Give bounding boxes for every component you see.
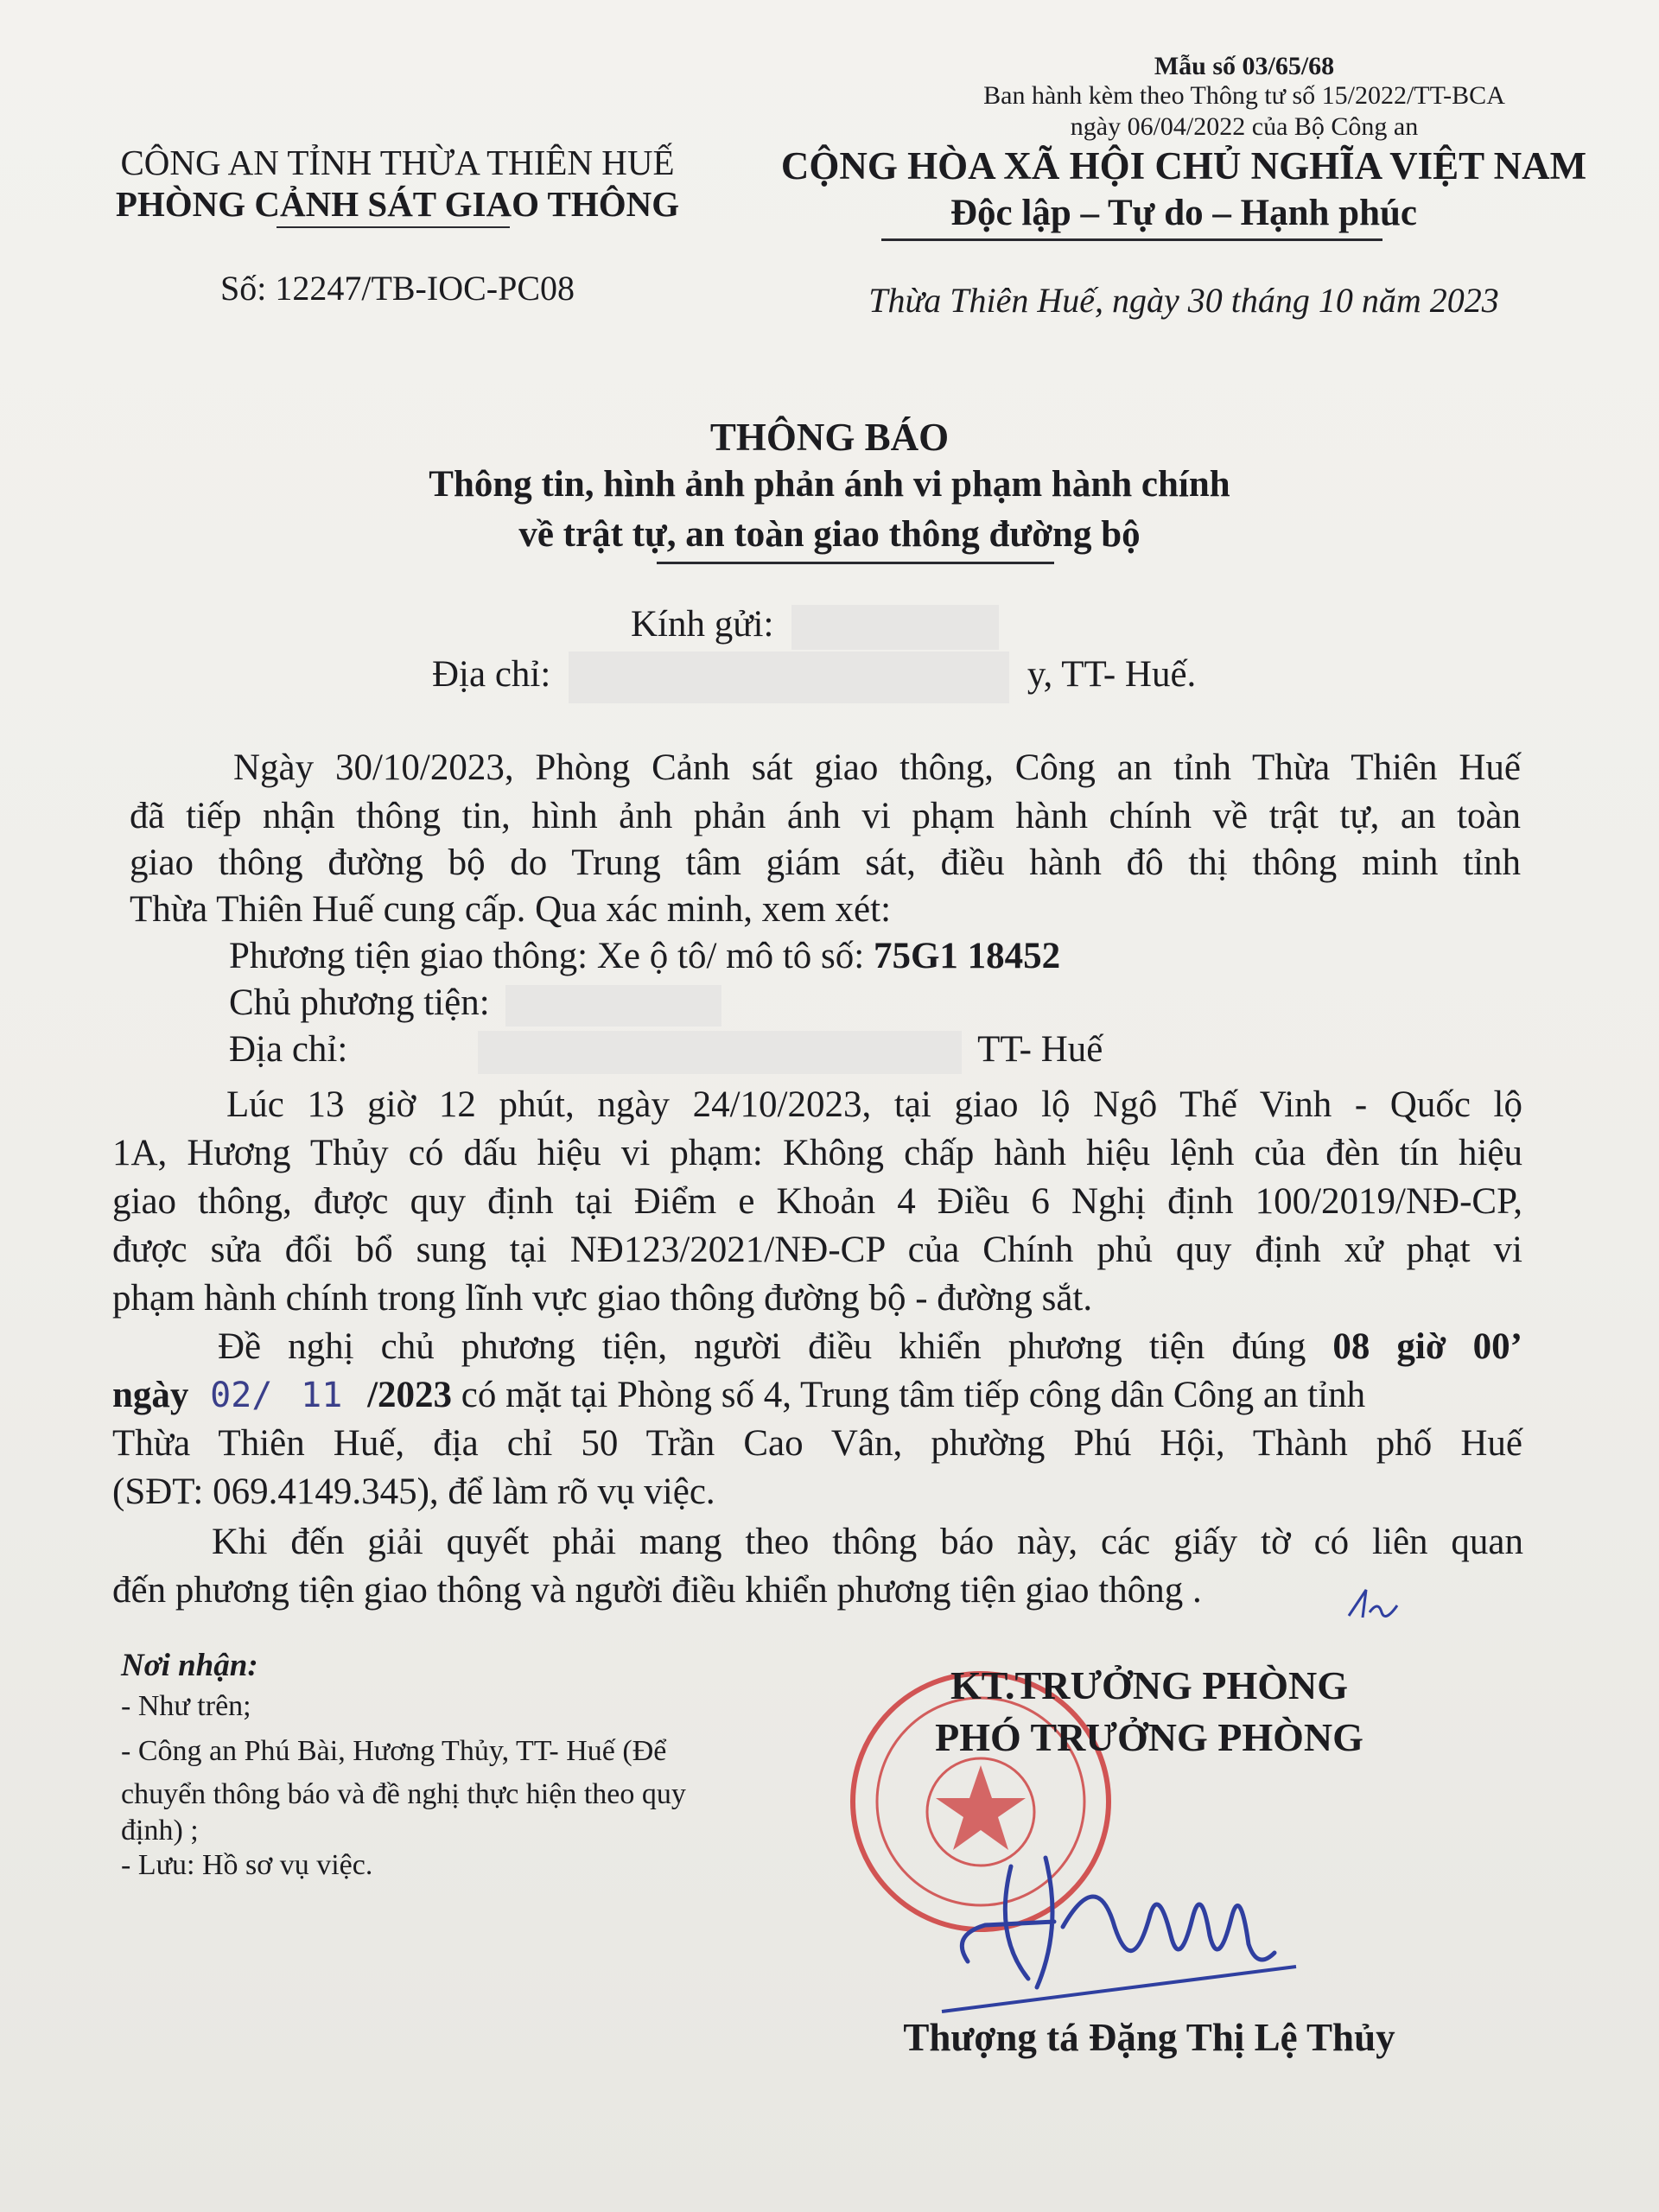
agency-department: PHÒNG CẢNH SÁT GIAO THÔNG [115, 184, 680, 224]
handwritten-signature [933, 1832, 1313, 2022]
owner-label: Chủ phương tiện: [229, 982, 490, 1023]
owner-address-label: Địa chỉ: [229, 1029, 348, 1070]
signature-role-2: PHÓ TRƯỞNG PHÒNG [935, 1715, 1363, 1759]
recipients-item-3: - Lưu: Hồ sơ vụ việc. [121, 1849, 373, 1881]
request-line1 [218, 1325, 1522, 1368]
vehicle-row [229, 935, 1646, 977]
owner-address-row [229, 1028, 1646, 1074]
body-p1-line4: Thừa Thiên Huế cung cấp. Qua xác minh, xem xét: [130, 889, 892, 930]
recipient-row [631, 603, 999, 650]
owner-redacted [505, 985, 721, 1027]
recipient-address-redacted [569, 652, 1009, 703]
owner-address-redacted [478, 1031, 962, 1074]
recipient-address-label: Địa chỉ: [432, 653, 551, 695]
recipient-address-suffix: y, TT- Huế. [1027, 653, 1197, 695]
recipients-item-2-line2: chuyển thông báo và đề nghị thực hiện theo quy [121, 1778, 686, 1810]
recipients-item-2-line3: định) ; [121, 1815, 199, 1847]
violation-line1: Lúc 13 giờ 12 phút, ngày 24/10/2023, tại giao lộ Ngô Thế Vinh - Quốc lộ [226, 1084, 1522, 1125]
motto-underline [881, 238, 1382, 241]
request-line2 [112, 1374, 1529, 1416]
body-p1-line2: đã tiếp nhận thông tin, hình ảnh phản ánh vi phạm hành chính về trật tự, an toàn [130, 796, 1521, 836]
agency-underline [276, 226, 510, 228]
place-date: Thừa Thiên Huế, ngày 30 tháng 10 năm 2023 [868, 281, 1499, 320]
title-underline [657, 562, 1054, 564]
agency-name: CÔNG AN TỈNH THỪA THIÊN HUẾ [120, 143, 675, 182]
recipient-redacted [791, 605, 999, 650]
notice-subtitle-2: về trật tự, an toàn giao thông đường bộ [518, 514, 1141, 555]
recipients-title: Nơi nhận: [121, 1648, 258, 1683]
owner-row [229, 982, 1646, 1027]
signer-name: Thượng tá Đặng Thị Lệ Thủy [903, 2016, 1395, 2059]
notice-subtitle-1: Thông tin, hình ảnh phản ánh vi phạm hành chính [429, 464, 1230, 505]
closing-line1: Khi đến giải quyết phải mang theo thông báo này, các giấy tờ có liên quan [212, 1522, 1523, 1562]
appointment-time: 08 giờ 00’ [1332, 1326, 1522, 1367]
form-issued-with: Ban hành kèm theo Thông tư số 15/2022/TT-BCA [983, 81, 1505, 110]
closing-line2: đến phương tiện giao thông và người điều khiển phương tiện giao thông . [112, 1570, 1202, 1611]
violation-line4: được sửa đổi bổ sung tại NĐ123/2021/NĐ-CP của Chính phủ quy định xử phạt vi [112, 1230, 1522, 1270]
initial-mark [1344, 1578, 1404, 1630]
appointment-day: 02/ [210, 1376, 273, 1415]
owner-address-suffix: TT- Huế [977, 1029, 1103, 1070]
vehicle-label: Phương tiện giao thông: Xe ộ tô/ mô tô số: [229, 936, 865, 976]
country-name: CỘNG HÒA XÃ HỘI CHỦ NGHĨA VIỆT NAM [780, 144, 1587, 188]
request-line4: (SĐT: 069.4149.345), để làm rõ vụ việc. [112, 1471, 715, 1512]
signature-role-1: KT.TRƯỞNG PHÒNG [950, 1663, 1348, 1707]
form-issued-date: ngày 06/04/2022 của Bộ Công an [1070, 112, 1419, 141]
violation-line2: 1A, Hương Thủy có dấu hiệu vi phạm: Không chấp hành hiệu lệnh của đèn tín hiệu [112, 1133, 1522, 1173]
request-text: Đề nghị chủ phương tiện, người điều khiển phương tiện đúng [218, 1326, 1306, 1367]
violation-line3: giao thông, được quy định tại Điểm e Khoản 4 Điều 6 Nghị định 100/2019/NĐ-CP, [112, 1181, 1522, 1222]
recipients-item-1: - Như trên; [121, 1690, 251, 1722]
recipients-item-2-line1: - Công an Phú Bài, Hương Thủy, TT- Huế (Để [121, 1735, 667, 1767]
appointment-month: 11 [301, 1376, 343, 1415]
recipient-address-row [432, 652, 1196, 703]
recipient-label: Kính gửi: [631, 604, 774, 645]
body-p1-line3: giao thông đường bộ do Trung tâm giám sát, điều hành đô thị thông minh tỉnh [130, 842, 1521, 883]
form-number: Mẫu số 03/65/68 [1154, 52, 1335, 80]
national-motto: Độc lập – Tự do – Hạnh phúc [950, 193, 1417, 233]
vehicle-plate: 75G1 18452 [873, 936, 1061, 976]
appointment-year: /2023 [367, 1375, 453, 1415]
body-p1-line1: Ngày 30/10/2023, Phòng Cảnh sát giao thông, Công an tỉnh Thừa Thiên Huế [233, 747, 1521, 788]
document-number: Số: 12247/TB-IOC-PC08 [219, 269, 575, 308]
request-location: có mặt tại Phòng số 4, Trung tâm tiếp công dân Công an tỉnh [461, 1375, 1366, 1415]
appointment-day-label: ngày [112, 1375, 189, 1415]
request-line3: Thừa Thiên Huế, địa chỉ 50 Trần Cao Vân, phường Phú Hội, Thành phố Huế [112, 1423, 1522, 1464]
violation-line5: phạm hành chính trong lĩnh vực giao thông đường bộ - đường sắt. [112, 1278, 1093, 1319]
notice-title: THÔNG BÁO [709, 416, 950, 459]
